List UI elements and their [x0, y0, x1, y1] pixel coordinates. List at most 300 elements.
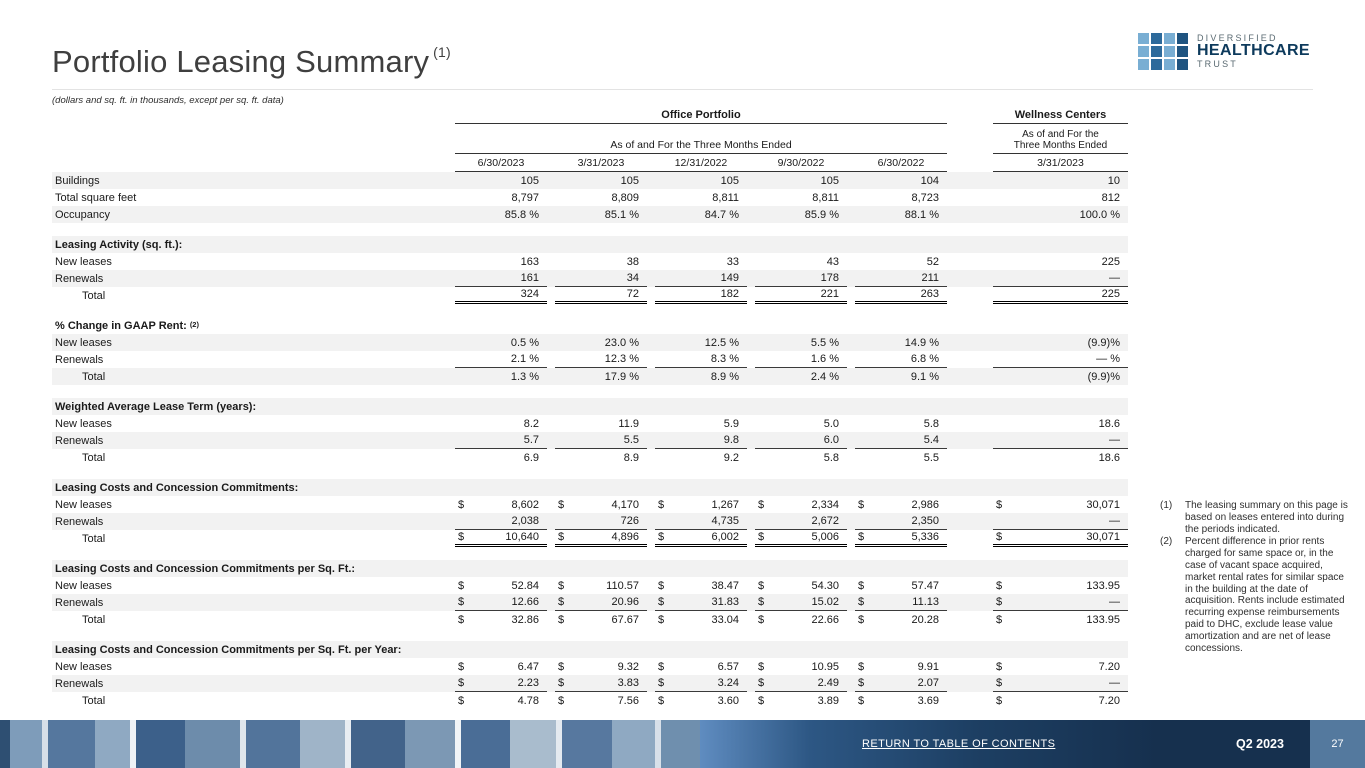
cell-value: 18.6: [1098, 451, 1120, 464]
value-cell: [755, 253, 847, 270]
dollar-sign: $: [758, 596, 765, 608]
value-cell: [993, 287, 1128, 304]
cell-value: 67.67: [611, 613, 639, 626]
value-cell: [855, 334, 947, 351]
cell-value: 2.23: [517, 677, 539, 689]
dollar-sign: $: [758, 677, 765, 689]
value-cell: [855, 189, 947, 206]
value-cell: [755, 189, 847, 206]
cell-value: 72: [626, 288, 639, 300]
value-cell: [555, 253, 647, 270]
row-label: New leases: [55, 255, 112, 268]
cell-value: 8.2: [523, 417, 539, 430]
dollar-sign: $: [558, 579, 565, 592]
value-cell: [455, 206, 547, 223]
cell-value: 52.84: [511, 579, 539, 592]
cell-value: 38: [626, 255, 639, 268]
report-period: Q2 2023: [1236, 737, 1284, 751]
row-label: Renewals: [55, 596, 104, 609]
cell-value: 43: [826, 255, 839, 268]
row-label: Renewals: [55, 677, 104, 690]
cell-value: 3.89: [817, 694, 839, 707]
row-label: Total: [82, 451, 106, 464]
value-cell: [655, 206, 747, 223]
cell-value: 84.7 %: [704, 208, 739, 221]
dollar-sign: $: [558, 613, 565, 626]
cell-value: 23.0 %: [604, 336, 639, 349]
value-cell: [655, 577, 747, 594]
value-cell: [555, 611, 647, 628]
value-cell: [993, 351, 1128, 368]
cell-value: 4,170: [611, 498, 639, 511]
dollar-sign: $: [758, 579, 765, 592]
table-row: [52, 513, 1128, 530]
dollar-sign: $: [858, 498, 865, 511]
cell-value: 3.83: [617, 677, 639, 689]
cell-value: 11.9: [618, 417, 639, 430]
dollar-sign: $: [558, 677, 565, 689]
table-row: [52, 692, 1128, 709]
value-cell: [655, 513, 747, 530]
cell-value: 4.78: [517, 694, 539, 707]
row-label: New leases: [55, 579, 112, 592]
footnote-number: (1): [1160, 500, 1173, 511]
value-cell: [993, 449, 1128, 466]
cell-value: 178: [820, 272, 839, 284]
value-cell: [755, 334, 847, 351]
table-row: [52, 206, 1128, 223]
dollar-sign: $: [658, 498, 665, 511]
value-cell: [855, 415, 947, 432]
value-cell: [555, 658, 647, 675]
cell-value: 161: [520, 272, 539, 284]
cell-value: 133.95: [1086, 579, 1120, 592]
cell-value: 85.8 %: [504, 208, 539, 221]
table-row: [52, 189, 1128, 206]
cell-value: 5.5: [623, 434, 639, 446]
cell-value: 4,896: [611, 531, 639, 543]
dollar-sign: $: [558, 498, 565, 511]
date-header: 12/31/2022: [674, 157, 728, 169]
spacer-row: [52, 304, 1128, 317]
row-label: New leases: [55, 417, 112, 430]
logo-line-diversified: DIVERSIFIED: [1196, 32, 1278, 43]
cell-value: 225: [1101, 255, 1120, 268]
cell-value: 8.9 %: [710, 370, 739, 383]
cell-value: 2.49: [817, 677, 839, 689]
cell-value: 5,336: [911, 531, 939, 543]
dollar-sign: $: [858, 531, 865, 543]
logo-line-trust: TRUST: [1196, 58, 1238, 69]
value-cell: [855, 577, 947, 594]
value-cell: [993, 658, 1128, 675]
value-cell: [855, 611, 947, 628]
value-cell: [555, 594, 647, 611]
cell-value: 52: [926, 255, 939, 268]
cell-value: 812: [1101, 191, 1120, 204]
row-label: Total: [82, 289, 106, 302]
value-cell: [455, 415, 547, 432]
page-title-text: Portfolio Leasing Summary: [52, 44, 430, 79]
cell-value: (9.9)%: [1087, 370, 1120, 383]
spacer-row: [52, 223, 1128, 236]
subheader-wellness: [993, 124, 1128, 154]
value-cell: [993, 415, 1128, 432]
dollar-sign: $: [858, 694, 865, 707]
value-cell: [655, 270, 747, 287]
row-label: Leasing Activity (sq. ft.):: [55, 238, 183, 251]
value-cell: [455, 334, 547, 351]
cell-value: 5.4: [923, 434, 939, 446]
value-cell: [855, 530, 947, 547]
value-cell: [993, 172, 1128, 189]
value-cell: [755, 270, 847, 287]
value-cell: [855, 692, 947, 709]
cell-value: 33.04: [711, 613, 739, 626]
cell-value: 263: [920, 288, 939, 300]
value-cell: [555, 334, 647, 351]
section-header-row: [52, 317, 1128, 334]
cell-value: 12.5 %: [704, 336, 739, 349]
cell-value: 5.9: [723, 417, 739, 430]
row-label: Renewals: [55, 515, 104, 528]
value-cell: [555, 172, 647, 189]
value-cell: [655, 368, 747, 385]
section-header-row: [52, 560, 1128, 577]
dollar-sign: $: [458, 498, 465, 511]
dollar-sign: $: [758, 613, 765, 626]
row-label: Total square feet: [55, 191, 137, 204]
cell-value: 221: [820, 288, 839, 300]
value-cell: [993, 189, 1128, 206]
value-cell: [455, 449, 547, 466]
row-label: New leases: [55, 498, 112, 511]
cell-value: 2.1 %: [510, 353, 539, 365]
value-cell: [655, 594, 747, 611]
value-cell: [555, 513, 647, 530]
header-divider: [52, 89, 1313, 90]
value-cell: [455, 287, 547, 304]
cell-value: 104: [920, 174, 939, 187]
cell-value: 2,350: [911, 515, 939, 527]
value-cell: [455, 270, 547, 287]
value-cell: [755, 496, 847, 513]
cell-value: 8.9: [623, 451, 639, 464]
spacer-row: [52, 547, 1128, 560]
subheader-wellness-line1: As of and For the: [1022, 128, 1099, 140]
cell-value: — %: [1096, 353, 1120, 365]
dollar-sign: $: [996, 531, 1003, 543]
cell-value: 9.8: [723, 434, 739, 446]
dollar-sign: $: [558, 596, 565, 608]
spacer-row: [52, 466, 1128, 479]
value-cell: [855, 675, 947, 692]
row-label: Buildings: [55, 174, 100, 187]
value-cell: [655, 530, 747, 547]
col-group-office: Office Portfolio: [455, 104, 947, 124]
cell-value: 6.57: [717, 660, 739, 673]
value-cell: [455, 496, 547, 513]
value-cell: [755, 432, 847, 449]
value-cell: [993, 432, 1128, 449]
company-logo: [1138, 33, 1310, 70]
cell-value: 6.47: [517, 660, 539, 673]
section-header-row: [52, 236, 1128, 253]
row-label: Renewals: [55, 353, 104, 366]
value-cell: [555, 270, 647, 287]
cell-value: —: [1109, 434, 1120, 446]
value-cell: [755, 172, 847, 189]
date-header-wellness: 3/31/2023: [993, 154, 1128, 172]
cell-value: 105: [820, 174, 839, 187]
cell-value: 100.0 %: [1079, 208, 1120, 221]
value-cell: [993, 368, 1128, 385]
cell-value: 8,811: [712, 191, 739, 204]
value-cell: [455, 253, 547, 270]
dollar-sign: $: [996, 579, 1003, 592]
footnotes: [1160, 500, 1352, 655]
footnote-number: (2): [1160, 536, 1173, 548]
row-label: Renewals: [55, 272, 104, 285]
cell-value: 20.96: [611, 596, 639, 608]
value-cell: [655, 432, 747, 449]
cell-value: 9.1 %: [910, 370, 939, 383]
value-cell: [755, 675, 847, 692]
value-cell: [455, 189, 547, 206]
value-cell: [993, 692, 1128, 709]
value-cell: [455, 658, 547, 675]
dollar-sign: $: [658, 660, 665, 673]
row-label: Weighted Average Lease Term (years):: [55, 400, 257, 413]
table-row: [52, 658, 1128, 675]
table-row: [52, 675, 1128, 692]
subheader-office: As of and For the Three Months Ended: [455, 124, 947, 154]
return-to-toc-link[interactable]: RETURN TO TABLE OF CONTENTS: [862, 738, 1056, 750]
value-cell: [455, 351, 547, 368]
logo-squares-icon: [1138, 33, 1188, 70]
value-cell: [993, 530, 1128, 547]
section-header-row: [52, 398, 1128, 415]
dollar-sign: $: [758, 694, 765, 707]
row-label: Total: [82, 532, 106, 545]
value-cell: [455, 611, 547, 628]
cell-value: 88.1 %: [904, 208, 939, 221]
dollar-sign: $: [996, 613, 1003, 626]
value-cell: [655, 611, 747, 628]
dollar-sign: $: [658, 531, 665, 543]
table-row: [52, 253, 1128, 270]
cell-value: 18.6: [1098, 417, 1120, 430]
table-row: [52, 287, 1128, 304]
dollar-sign: $: [558, 694, 565, 707]
value-cell: [555, 432, 647, 449]
cell-value: 2.07: [917, 677, 939, 689]
table-row: [52, 334, 1128, 351]
value-cell: [993, 270, 1128, 287]
spacer-row: [52, 628, 1128, 641]
cell-value: 324: [520, 288, 539, 300]
cell-value: 225: [1101, 288, 1120, 300]
cell-value: 31.83: [711, 596, 739, 608]
cell-value: 32.86: [511, 613, 539, 626]
value-cell: [755, 611, 847, 628]
cell-value: 5.8: [823, 451, 839, 464]
dollar-sign: $: [458, 613, 465, 626]
table-row: [52, 172, 1128, 189]
cell-value: 8,809: [611, 191, 639, 204]
cell-value: 12.3 %: [604, 353, 639, 365]
cell-value: (9.9)%: [1087, 336, 1120, 349]
value-cell: [855, 287, 947, 304]
value-cell: [855, 172, 947, 189]
dollar-sign: $: [858, 613, 865, 626]
value-cell: [555, 368, 647, 385]
cell-value: 8,811: [812, 191, 839, 204]
cell-value: 8,602: [511, 498, 539, 511]
cell-value: 11.13: [912, 596, 939, 608]
cell-value: 105: [720, 174, 739, 187]
dollar-sign: $: [658, 613, 665, 626]
value-cell: [855, 351, 947, 368]
table-row: [52, 415, 1128, 432]
leasing-summary-table: [52, 104, 1128, 709]
value-cell: [993, 206, 1128, 223]
cell-value: 149: [720, 272, 739, 284]
row-label: Total: [82, 613, 106, 626]
value-cell: [755, 692, 847, 709]
dollar-sign: $: [758, 498, 765, 511]
units-note: (dollars and sq. ft. in thousands, except per sq. ft. data): [52, 95, 284, 106]
dollar-sign: $: [858, 579, 865, 592]
row-label: Leasing Costs and Concession Commitments per Sq. Ft.:: [55, 562, 356, 575]
value-cell: [993, 611, 1128, 628]
dollar-sign: $: [458, 677, 465, 689]
cell-value: 30,071: [1086, 498, 1120, 511]
table-row: [52, 449, 1128, 466]
table-row: [52, 270, 1128, 287]
dollar-sign: $: [458, 579, 465, 592]
cell-value: 30,071: [1086, 531, 1120, 543]
value-cell: [555, 577, 647, 594]
value-cell: [755, 287, 847, 304]
dollar-sign: $: [758, 660, 765, 673]
value-cell: [655, 496, 747, 513]
table-header: [52, 104, 1128, 172]
cell-value: 1.6 %: [810, 353, 839, 365]
title-footnote-ref: (1): [433, 43, 451, 60]
dollar-sign: $: [458, 694, 465, 707]
section-header-row: [52, 479, 1128, 496]
cell-value: 182: [720, 288, 739, 300]
value-cell: [455, 594, 547, 611]
footer-photo-strip: [0, 720, 700, 768]
value-cell: [655, 675, 747, 692]
dollar-sign: $: [996, 596, 1003, 608]
cell-value: 9.91: [917, 660, 939, 673]
cell-value: 5.0: [823, 417, 839, 430]
value-cell: [993, 513, 1128, 530]
cell-value: 7.20: [1098, 694, 1120, 707]
value-cell: [655, 658, 747, 675]
value-cell: [755, 351, 847, 368]
cell-value: —: [1109, 596, 1120, 608]
dollar-sign: $: [996, 694, 1003, 707]
table-row: [52, 368, 1128, 385]
cell-value: 2,038: [511, 515, 539, 527]
value-cell: [993, 675, 1128, 692]
table-row: [52, 496, 1128, 513]
page-number: 27: [1310, 720, 1365, 768]
cell-value: 5.5: [923, 451, 939, 464]
table-row: [52, 432, 1128, 449]
cell-value: 5,006: [811, 531, 839, 543]
cell-value: 22.66: [811, 613, 839, 626]
cell-value: 5.7: [523, 434, 539, 446]
value-cell: [655, 449, 747, 466]
dollar-sign: $: [858, 660, 865, 673]
cell-value: 85.1 %: [604, 208, 639, 221]
dollar-sign: $: [858, 677, 865, 689]
value-cell: [655, 287, 747, 304]
footnote-text: The leasing summary on this page is based on leases entered into during the periods indicated.: [1185, 500, 1348, 535]
value-cell: [855, 368, 947, 385]
value-cell: [455, 530, 547, 547]
cell-value: 7.56: [617, 694, 639, 707]
cell-value: 10,640: [505, 531, 539, 543]
value-cell: [855, 270, 947, 287]
logo-text: [1197, 34, 1310, 70]
cell-value: 1.3 %: [510, 370, 539, 383]
value-cell: [555, 206, 647, 223]
dollar-sign: $: [458, 596, 465, 608]
value-cell: [855, 253, 947, 270]
footnote-ref: (2): [189, 320, 199, 329]
cell-value: 12.66: [511, 596, 539, 608]
dollar-sign: $: [758, 531, 765, 543]
value-cell: [655, 172, 747, 189]
table-row: [52, 577, 1128, 594]
value-cell: [755, 415, 847, 432]
cell-value: 726: [620, 515, 639, 527]
cell-value: 8,797: [511, 191, 539, 204]
value-cell: [555, 449, 647, 466]
value-cell: [755, 658, 847, 675]
cell-value: 3.24: [717, 677, 739, 689]
footnote: [1160, 500, 1352, 535]
value-cell: [655, 415, 747, 432]
date-header: 9/30/2022: [777, 157, 825, 169]
date-header: 3/31/2023: [577, 157, 625, 169]
value-cell: [555, 496, 647, 513]
row-label: Renewals: [55, 434, 104, 447]
cell-value: 10.95: [811, 660, 839, 673]
value-cell: [755, 577, 847, 594]
value-cell: [855, 513, 947, 530]
date-header: 6/30/2022: [877, 157, 925, 169]
cell-value: 2,986: [911, 498, 939, 511]
date-header: 6/30/2023: [477, 157, 525, 169]
cell-value: 2,334: [811, 498, 839, 511]
dollar-sign: $: [996, 498, 1003, 511]
cell-value: 0.5 %: [510, 336, 539, 349]
value-cell: [855, 496, 947, 513]
value-cell: [993, 334, 1128, 351]
row-label: Occupancy: [55, 208, 111, 221]
logo-line-healthcare: HEALTHCARE: [1196, 42, 1310, 60]
value-cell: [455, 577, 547, 594]
value-cell: [855, 449, 947, 466]
value-cell: [555, 675, 647, 692]
